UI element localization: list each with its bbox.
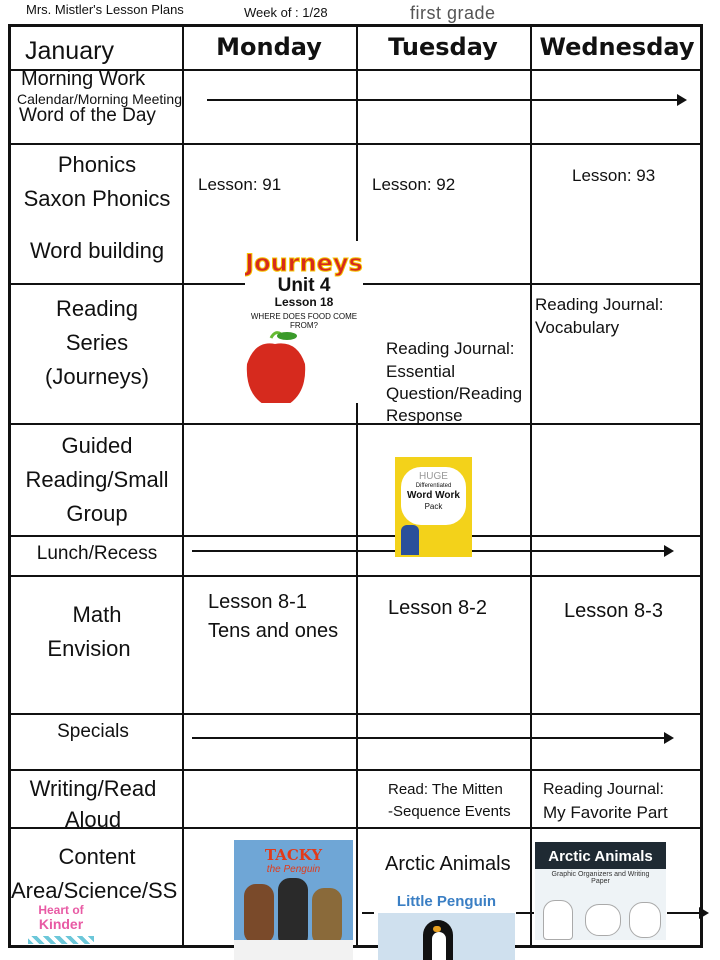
row-divider bbox=[11, 143, 700, 145]
tacky-title: TACKY bbox=[264, 846, 323, 864]
row-divider bbox=[11, 575, 700, 577]
arrow-content-segment bbox=[362, 912, 374, 914]
row-label-area-science: Area/Science/SS bbox=[11, 878, 178, 903]
reading-tuesday-3: Question/Reading bbox=[386, 384, 523, 403]
writing-tuesday-1: Read: The Mitten bbox=[388, 781, 503, 798]
row-label-writing: Writing/Read bbox=[29, 776, 157, 801]
arrow-content-segment bbox=[516, 912, 534, 914]
arctic-animals-image bbox=[535, 842, 666, 940]
journeys-unit: Unit 4 bbox=[277, 275, 331, 296]
row-label-word-of-day: Word of the Day bbox=[19, 105, 156, 126]
apple-icon bbox=[245, 330, 363, 403]
journeys-question: WHERE DOES FOOD COME FROM? bbox=[250, 312, 358, 330]
row-label-aloud: Aloud bbox=[64, 807, 122, 832]
arctic-subtitle: Graphic Organizers and Writing Paper bbox=[551, 871, 650, 885]
row-label-journeys: (Journeys) bbox=[45, 364, 149, 389]
little-penguin-title: Little Penguin bbox=[378, 890, 515, 913]
reading-tuesday-4: Response bbox=[386, 406, 463, 425]
heart-of-kinder-logo bbox=[28, 904, 94, 954]
word-work-pack: Pack bbox=[424, 502, 443, 511]
phonics-wednesday: Lesson: 93 bbox=[572, 166, 656, 185]
math-monday-2: Tens and ones bbox=[208, 620, 339, 642]
logo-line2: Kinder bbox=[38, 916, 84, 932]
row-label-specials: Specials bbox=[57, 721, 129, 742]
phonics-monday: Lesson: 91 bbox=[198, 175, 282, 194]
reading-tuesday-1: Reading Journal: bbox=[386, 339, 515, 358]
arrow-specials bbox=[192, 737, 672, 739]
row-label-phonics: Phonics bbox=[57, 152, 137, 177]
phonics-tuesday: Lesson: 92 bbox=[372, 175, 456, 194]
header-teacher: Mrs. Mistler's Lesson Plans bbox=[26, 2, 184, 17]
row-label-lunch: Lunch/Recess bbox=[36, 543, 158, 564]
row-label-math: Math bbox=[72, 602, 122, 627]
row-label-guided: Guided bbox=[61, 433, 133, 458]
arctic-title: Arctic Animals bbox=[535, 842, 666, 869]
row-divider bbox=[11, 769, 700, 771]
superhero-icon bbox=[401, 525, 419, 555]
math-wednesday: Lesson 8-3 bbox=[564, 600, 663, 622]
reading-tuesday-2: Essential bbox=[386, 362, 455, 381]
row-label-word-building: Word building bbox=[29, 238, 165, 263]
row-label-group: Group bbox=[66, 501, 128, 526]
word-work-huge: HUGE bbox=[419, 471, 448, 482]
col-divider bbox=[356, 27, 358, 945]
row-label-series: Series bbox=[65, 330, 129, 355]
row-label-saxon: Saxon Phonics bbox=[23, 186, 171, 211]
writing-tuesday-2: -Sequence Events bbox=[388, 803, 511, 820]
column-wednesday: Wednesday bbox=[539, 33, 695, 61]
arrow-morning bbox=[207, 99, 685, 101]
journeys-title: Journeys bbox=[245, 249, 363, 277]
corner-month: January bbox=[25, 37, 114, 65]
math-monday-1: Lesson 8-1 bbox=[208, 591, 307, 613]
row-divider bbox=[11, 423, 700, 425]
reading-wednesday-1: Reading Journal: bbox=[535, 295, 664, 314]
row-label-reading: Reading bbox=[56, 296, 138, 321]
journeys-book-image bbox=[245, 241, 363, 403]
reading-wednesday-2: Vocabulary bbox=[535, 318, 620, 337]
tacky-subtitle: the Penguin bbox=[266, 864, 321, 875]
row-label-morning-work: Morning Work bbox=[21, 68, 146, 90]
row-label-calendar: Calendar/Morning Meeting bbox=[17, 91, 182, 107]
row-label-envision: Envision bbox=[47, 636, 131, 661]
row-label-content: Content bbox=[58, 844, 136, 869]
word-work-title: Word Work bbox=[407, 490, 460, 501]
header-grade: first grade bbox=[410, 3, 496, 23]
arrow-content bbox=[667, 912, 707, 914]
little-penguin-book-image bbox=[378, 890, 515, 960]
writing-wednesday-1: Reading Journal: bbox=[543, 781, 664, 798]
header-week: Week of : 1/28 bbox=[244, 5, 328, 20]
column-tuesday: Tuesday bbox=[388, 33, 498, 61]
lesson-plan-table bbox=[8, 24, 703, 948]
content-tuesday: Arctic Animals bbox=[385, 853, 511, 875]
logo-line1: Heart of bbox=[38, 904, 84, 917]
tacky-book-image bbox=[234, 840, 353, 960]
math-tuesday: Lesson 8-2 bbox=[388, 597, 487, 619]
journeys-lesson: Lesson 18 bbox=[274, 295, 334, 309]
word-work-differentiated: Differentiated bbox=[415, 483, 452, 489]
column-monday: Monday bbox=[216, 33, 322, 61]
word-work-pack-image bbox=[395, 457, 472, 557]
row-label-reading-small: Reading/Small bbox=[25, 467, 169, 492]
writing-wednesday-2: My Favorite Part bbox=[543, 803, 668, 822]
col-divider bbox=[530, 27, 532, 945]
